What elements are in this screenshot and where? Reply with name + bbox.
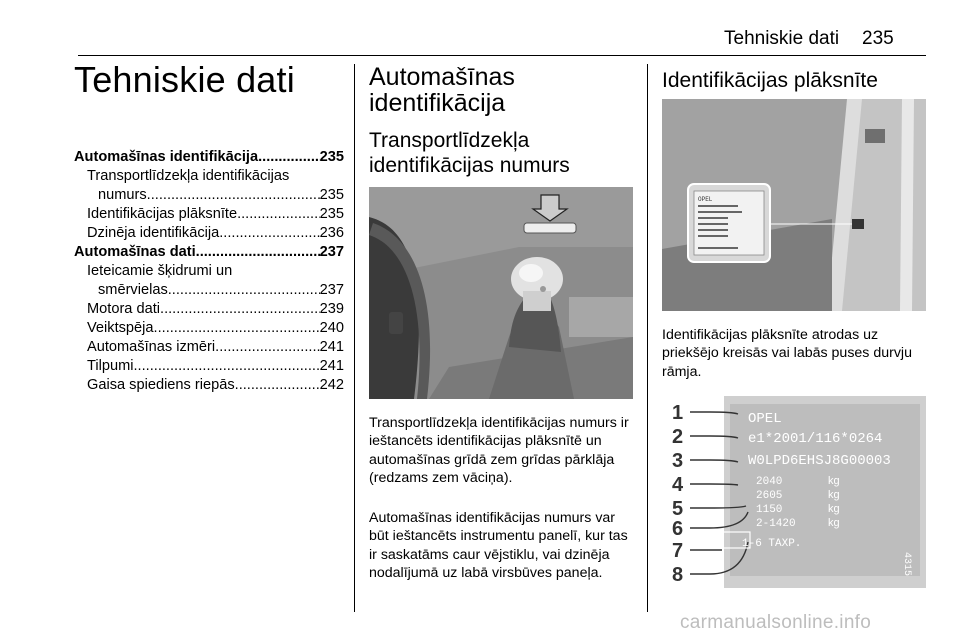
toc-entry-label: Veiktspēja — [87, 320, 154, 336]
toc-entry[interactable] — [74, 281, 344, 300]
plate-paragraph: Identifikācijas plāksnīte atrodas uz priekšējo kreisās vai labās puses durvju rāmja. — [662, 327, 912, 380]
chapter-title: Tehniskie dati — [74, 59, 295, 100]
plate-diagram-svg — [662, 392, 926, 592]
plate-side-code: 4315 — [901, 552, 912, 577]
toc-entry[interactable] — [74, 319, 344, 338]
toc-entry-page: 240 — [319, 320, 344, 336]
section-heading — [369, 64, 633, 116]
toc-entry-page: 237 — [319, 282, 344, 298]
section-heading-line: Automašīnas — [369, 63, 515, 91]
plate-unit-label: kg — [828, 517, 840, 529]
table-of-contents — [74, 148, 344, 395]
toc-entry-page: 235 — [319, 187, 344, 203]
gear-lever-photo — [369, 187, 633, 399]
toc-entry-label: Motora dati — [87, 301, 161, 317]
plate-bottom-code: 1-6 TAXP. — [742, 538, 802, 550]
plate-callout-number: 2 — [672, 426, 684, 448]
plate-unit-label: kg — [828, 489, 840, 501]
gear-lever-illustration — [369, 187, 633, 399]
plate-callout-number: 3 — [672, 450, 684, 472]
toc-entry-label: Transportlīdzekļa identifikācijas — [87, 168, 290, 184]
toc-entry[interactable] — [74, 262, 344, 281]
plate-text-line: 2605 — [756, 490, 783, 502]
toc-entry-label: Automašīnas identifikācija — [74, 149, 259, 165]
toc-entry-label: Tilpumi — [87, 358, 134, 374]
toc-entry-label: Ieteicamie šķidrumi un — [87, 263, 233, 279]
toc-entry[interactable] — [74, 205, 344, 224]
toc-entry-page: 235 — [319, 149, 344, 165]
toc-entry-label: Automašīnas dati — [74, 244, 196, 260]
toc-leader-dots — [160, 300, 320, 319]
toc-entry[interactable] — [74, 224, 344, 243]
toc-entry[interactable] — [74, 300, 344, 319]
toc-leader-dots — [147, 186, 320, 205]
plate-callout-number: 5 — [672, 498, 684, 520]
vehicle-id-column — [369, 64, 633, 178]
plate-text-line: e1*2001/116*0264 — [748, 431, 883, 447]
toc-entry-page: 241 — [319, 358, 344, 374]
toc-entry-label: Gaisa spiediens riepās — [87, 377, 235, 393]
plate-unit-label: kg — [828, 503, 840, 515]
plate-callout-number: 8 — [672, 564, 684, 586]
toc-leader-dots — [168, 281, 320, 300]
plate-callout-number: 1 — [672, 402, 684, 424]
subsection-heading-line: Transportlīdzekļa — [369, 129, 530, 152]
plate-column — [662, 64, 926, 94]
toc-entry[interactable] — [74, 186, 344, 205]
plate-callout-number: 7 — [672, 540, 684, 562]
door-frame-photo — [662, 99, 926, 311]
plate-callout-number: 6 — [672, 518, 684, 540]
running-header-title: Tehniskie dati — [724, 28, 840, 49]
toc-entry-label: Identifikācijas plāksnīte — [87, 206, 238, 222]
plate-unit-label: kg — [828, 475, 840, 487]
chapter-column — [74, 60, 344, 395]
toc-leader-dots — [134, 357, 320, 376]
toc-entry[interactable] — [74, 167, 344, 186]
plate-callout-line — [690, 484, 738, 485]
toc-entry-label: Dzinēja identifikācija — [87, 225, 220, 241]
plate-text-line: W0LPD6EHSJ8G00003 — [748, 453, 891, 469]
plate-callout-number: 4 — [672, 474, 684, 496]
toc-entry[interactable] — [74, 148, 344, 167]
watermark: carmanualsonline.info — [680, 612, 872, 633]
plate-text-line: 2040 — [756, 476, 783, 488]
toc-leader-dots — [235, 376, 320, 395]
vin-paragraph-2: Automašīnas identifikācijas numurs var būt ieštancēts instrumentu panelī, kur tas ir saskatāms caur vējstiklu, vai dzinēja nodalījumā uz labā virsbūves paneļa. — [369, 510, 628, 581]
toc-entry-page: 237 — [319, 244, 344, 260]
toc-entry-page: 241 — [319, 339, 344, 355]
toc-leader-dots — [196, 243, 320, 262]
toc-leader-dots — [237, 205, 320, 224]
column-divider — [354, 64, 355, 612]
plate-text-line: 1150 — [756, 504, 783, 516]
subsection-heading — [369, 128, 633, 178]
section-heading-line: identifikācija — [369, 89, 506, 117]
toc-entry[interactable] — [74, 243, 344, 262]
plate-text-line: 2-1420 — [756, 518, 796, 530]
toc-entry-label: Automašīnas izmēri — [87, 339, 216, 355]
page-number: 235 — [862, 28, 894, 49]
toc-entry[interactable] — [74, 357, 344, 376]
toc-leader-dots — [219, 224, 319, 243]
toc-entry-page: 236 — [319, 225, 344, 241]
toc-entry[interactable] — [74, 376, 344, 395]
toc-leader-dots — [258, 148, 320, 167]
toc-leader-dots — [215, 338, 319, 357]
toc-entry-label: smērvielas — [98, 282, 168, 298]
toc-leader-dots — [154, 319, 320, 338]
header-rule — [78, 55, 926, 56]
plate-text-line: OPEL — [748, 411, 782, 427]
toc-entry-page: 239 — [319, 301, 344, 317]
identification-plate-diagram — [662, 392, 926, 592]
toc-entry-page: 235 — [319, 206, 344, 222]
plate-heading: Identifikācijas plāksnīte — [662, 69, 878, 92]
toc-entry-page: 242 — [319, 377, 344, 393]
subsection-heading-line: identifikācijas numurs — [369, 154, 570, 177]
toc-entry[interactable] — [74, 338, 344, 357]
toc-entry-label: numurs — [98, 187, 147, 203]
running-header — [0, 28, 960, 52]
door-frame-illustration — [662, 99, 926, 311]
column-divider — [647, 64, 648, 612]
door-plate-brand: OPEL — [698, 196, 713, 203]
vin-paragraph-1: Transportlīdzekļa identifikācijas numurs ir ieštancēts identifikācijas plāksnītē un automašīnas grīdā zem grīdas pārklāja (redzams zem vāciņa). — [369, 415, 629, 486]
